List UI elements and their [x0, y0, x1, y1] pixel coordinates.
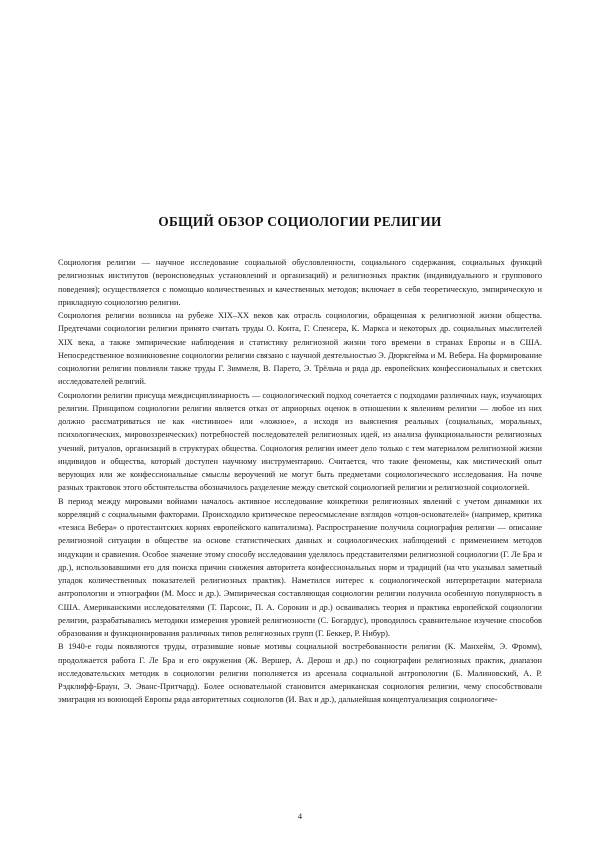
- page-title: ОБЩИЙ ОБЗОР СОЦИОЛОГИИ РЕЛИГИИ: [158, 213, 442, 229]
- body-text-block: [58, 256, 542, 707]
- paragraph: В период между мировыми войнами началось активное исследование конкретики религиозных явлений с учетом динамики их корреляций с социальными факторами. Происходило критическое переосмысление взглядов «отцов-основателей» (например, критика «тезиса Вебера» о протестантских корнях европейского капитализма). Распространение получила социография религии — описание религиозной ситуации в обществе на основе статистических данных и социологических наблюдений с применением методов индукции и сравнения. Особое значение этому способу исследования уделялось представителями религиозной социологии (Г. Ле Бра и др.), использовавшими его для поиска причин снижения авторитета конфессиональных норм и традиций (на что указывал заметный упадок количественных показателей религиозных практик). Наметился интерес к социологической интерпретации материала антропологии и этнографии (М. Мосс и др.). Эмпирическая составляющая социологии религии получила особенную популярность в США. Американскими исследователями (Т. Парсонс, П. А. Сорокин и др.) осваивались теория и практика европейской социологии религии, разрабатывались методики измерения уровней религиозности (С. Богардус), проводилось сравнительное изучение способов образования и функционирования различных типов религиозных групп (Г. Беккер, Р. Нибур).: [58, 496, 542, 638]
- paragraph: Социологии религии присуща междисциплинарность — социологический подход сочетается с подходами различных наук, изучающих религии. Принципом социологии религии является отказ от априорных оценок в отношении к явлениям религии — любое из них должно рассматриваться не как «истинное» или «ложное», а исходя из выяснения реальных (социальных, моральных, психологических, мировоззренческих) потребностей последователей религиозных идей, из анализа функциональности религиозных учений, ритуалов, организаций в структурах общества. Социология религии имеет дело только с тем материалом религиозной жизни индивидов и общества, который доступен научному инструментарию. Считается, что такие феномены, как мистический опыт верующих или же конфессиональные смыслы вероучений не могут быть предметами социологического исследования. На почве разных трактовок этого обстоятельства обозначилось разделение между светской социологией религии и религиозной социологией.: [58, 390, 542, 493]
- page-number: 4: [297, 812, 303, 821]
- paragraph: Социология религии — научное исследование социальной обусловленности, социального содержания, социальных функций религиозных институтов (вероисповедных установлений и организаций) и религиозных практик (индивидуального и группового поведения); осуществляется с помощью количественных и качественных методов; включает в себя теоретическую, эмпирическую и прикладную социологию религии.: [58, 258, 542, 307]
- paragraph: Социология религии возникла на рубеже XIX–XX веков как отрасль социологии, обращенная к религиозной жизни общества. Предтечами социологии религии принято считать труды О. Конта, Г. Спенсера, К. Маркса и некоторых др. социальных мыслителей XIX века, а также эмпирические наблюдения и статистику религиозной жизни того времени в странах Европы и в США. Непосредственное возникновение социологии религии связано с научной деятельностью Э. Дюркгейма и М. Вебера. На формирование социологии религии повлияли также труды Г. Зиммеля, В. Парето, Э. Трёльча и ряда др. европейских конфессиональных и светских исследователей религий.: [58, 311, 542, 387]
- paragraph: В 1940-е годы появляются труды, отразившие новые мотивы социальной востребованности религии (К. Манхейм, Э. Фромм), продолжается работа Г. Ле Бра и его окружения (Ж. Вершер, А. Дерош и др.) по социографии религиозных практик, диапазон исследовательских методик в социологии религии пополняется из арсенала социальной антропологии (Б. Малиновский, А. Р. Рэдклифф-Браун, Э. Эванс-Притчард). Более основательной становится американская социология религии, чему способствовали эмиграция из воюющей Европы ряда авторитетных социологов (И. Вах и др.), дальнейшая концептуализация социологиче-: [58, 642, 542, 705]
